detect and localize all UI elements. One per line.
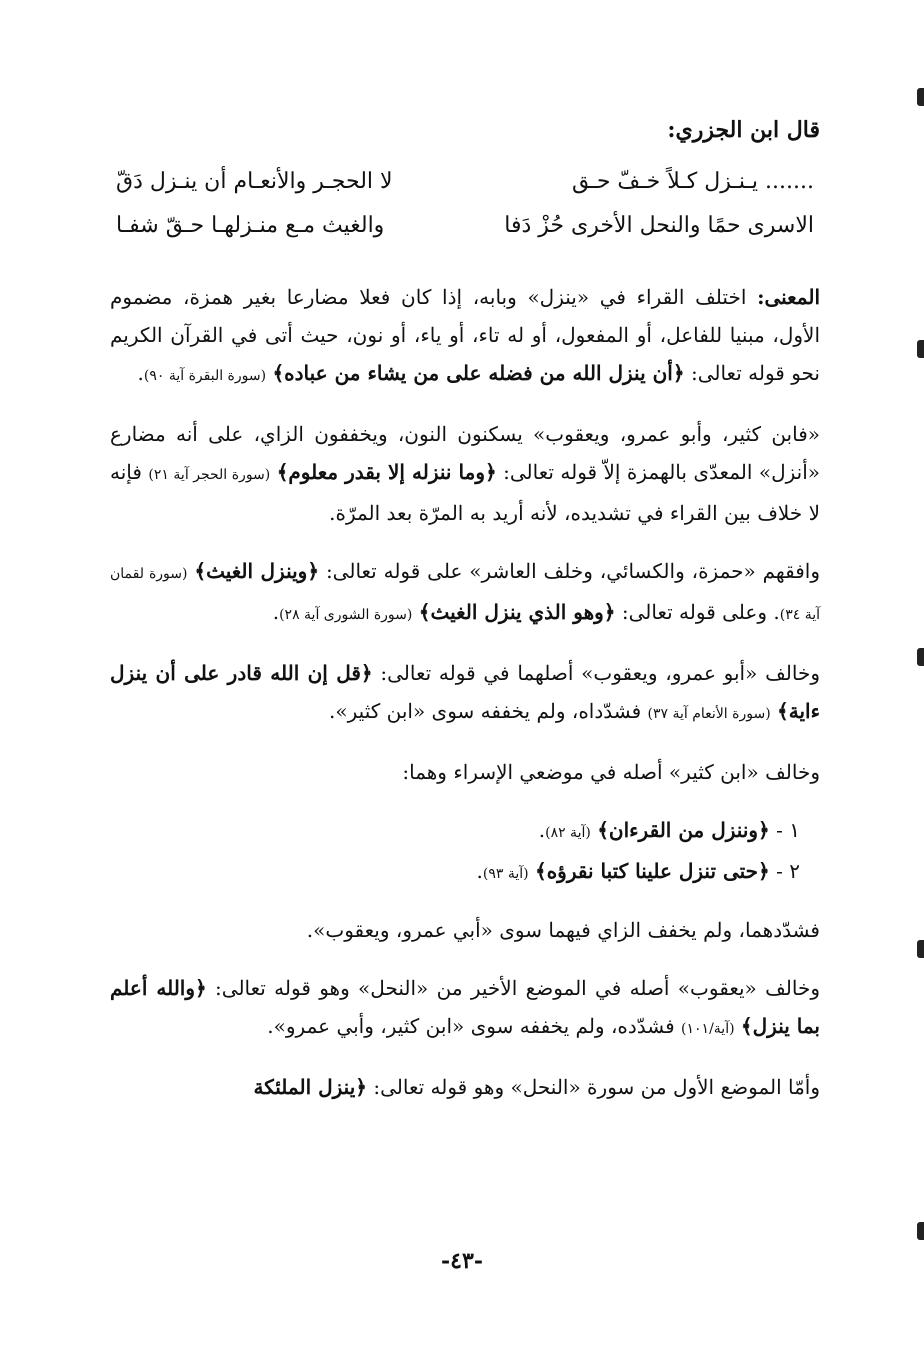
paragraph-yaqub xyxy=(110,969,820,1048)
paragraph-meaning xyxy=(110,278,820,395)
paragraph-text: وخالف «ابن كثير» أصله في موضعي الإسراء وهما: xyxy=(402,760,820,784)
paragraph-hamza xyxy=(110,552,820,634)
period: . xyxy=(272,600,280,624)
paragraph-text: وأمّا الموضع الأول من سورة «النحل» وهو قوله تعالى: xyxy=(373,1075,820,1099)
poem-line-2-left: والغيث مـع منـزلهـا حـقّ شفـا xyxy=(116,213,385,238)
poem-line-1-left: لا الحجـر والأنعـام أن ينـزل دَقّ xyxy=(116,169,393,194)
poem-line-1 xyxy=(110,160,820,204)
quran-quote: ﴿وينزل الغيث﴾ xyxy=(194,559,320,583)
surah-reference: (سورة لقمان آية ٣٤) xyxy=(110,566,820,623)
quran-quote: ﴿وما ننزله إلا بقدر معلوم﴾ xyxy=(276,460,497,484)
verse-reference: (آية/١٠١) xyxy=(681,1021,735,1037)
edge-mark xyxy=(917,940,924,958)
verse-reference: (آية ٩٣) xyxy=(482,866,529,882)
period: . xyxy=(137,361,144,385)
surah-reference: (سورة الشورى آية ٢٨) xyxy=(279,607,413,623)
verse-reference: (آية ٨٢) xyxy=(545,825,591,841)
paragraph-text: فشدّده، ولم يخففه سوى «ابن كثير، وأبي عمرو». xyxy=(267,1014,675,1038)
edge-mark xyxy=(917,340,924,358)
surah-reference: (سورة الحجر آية ٢١) xyxy=(148,467,271,483)
poem-line-2-right: الاسرى حمًا والنحل الأخرى حُزْ دَفا xyxy=(504,213,814,238)
paragraph-text: فشدّدهما، ولم يخفف الزاي فيهما سوى «أبي عمرو، ويعقوب». xyxy=(306,918,820,942)
quran-quote: ﴿ينزل الملئكة xyxy=(253,1075,367,1099)
list-item xyxy=(110,852,800,893)
paragraph-text: «فابن كثير، وأبو عمرو، ويعقوب» يسكنون النون، ويخففون الزاي، على أنه مضارع «أنزل» المعدّى بالهمزة إلاّ قوله تعالى: xyxy=(110,422,821,484)
period: . xyxy=(538,818,546,842)
paragraph-tashdid xyxy=(110,911,820,949)
quran-quote: ﴿قل إن الله قادر على أن ينزل ءاية﴾ xyxy=(110,661,820,723)
list-item xyxy=(110,811,800,852)
paragraph-text: فشدّداه، ولم يخففه سوى «ابن كثير». xyxy=(329,699,642,723)
paragraph-text: . وعلى قوله تعالى: xyxy=(621,600,780,624)
list-number: ٢ - xyxy=(776,859,800,883)
surah-reference: (سورة البقرة آية ٩٠) xyxy=(143,368,267,384)
quran-quote: ﴿حتى تنزل علينا كتبا نقرؤه﴾ xyxy=(534,859,770,883)
edge-mark xyxy=(917,88,924,106)
paragraph-ibn-kathir xyxy=(110,415,820,532)
paragraph-text: وخالف «يعقوب» أصله في الموضع الأخير من «النحل» وهو قوله تعالى: xyxy=(215,976,820,1000)
paragraph-text: فإنه لا خلاف بين القراء في تشديده، لأنه أريد به المرّة بعد المرّة. xyxy=(110,460,820,525)
paragraph-text: وافقهم «حمزة، والكسائي، وخلف العاشر» على قوله تعالى: xyxy=(325,559,821,583)
verse-list xyxy=(110,811,820,893)
paragraph-text: وخالف «أبو عمرو، ويعقوب» أصلهما في قوله تعالى: xyxy=(380,661,821,685)
page-number: -٤٣- xyxy=(441,1248,483,1274)
period: . xyxy=(476,859,483,883)
page-body xyxy=(110,100,820,1340)
edge-mark xyxy=(917,648,924,666)
paragraph-nahl xyxy=(110,1068,820,1106)
meaning-label: المعنى: xyxy=(757,285,821,309)
list-number: ١ - xyxy=(776,818,800,842)
quran-quote: ﴿أن ينزل الله من فضله على من يشاء من عباده﴾ xyxy=(272,361,685,385)
quran-quote: ﴿والله أعلم بما ينزل﴾ xyxy=(110,976,820,1038)
quran-quote: ﴿وننزل من القرءان﴾ xyxy=(597,818,770,842)
surah-reference: (سورة الأنعام آية ٣٧) xyxy=(647,706,771,722)
poem-line-1-right: ....... يـنـزل كـلاً خـفّ حـق xyxy=(572,169,814,194)
paragraph-text: اختلف القراء في «ينزل» وبابه، إذا كان فعلا مضارعا بغير همزة، مضموم الأول، مبنيا للفاعل، أو المفعول، أو له تاء، أو ياء، أو نون، حيث أتى في القرآن الكريم نحو قوله تعالى: xyxy=(110,285,820,385)
paragraph-isra xyxy=(110,753,820,791)
paragraph-abu-amr xyxy=(110,654,820,733)
poem-line-2 xyxy=(110,204,820,248)
edge-mark xyxy=(917,1222,924,1240)
quran-quote: ﴿وهو الذي ينزل الغيث﴾ xyxy=(418,600,616,624)
section-heading: قال ابن الجزري: xyxy=(667,117,820,143)
